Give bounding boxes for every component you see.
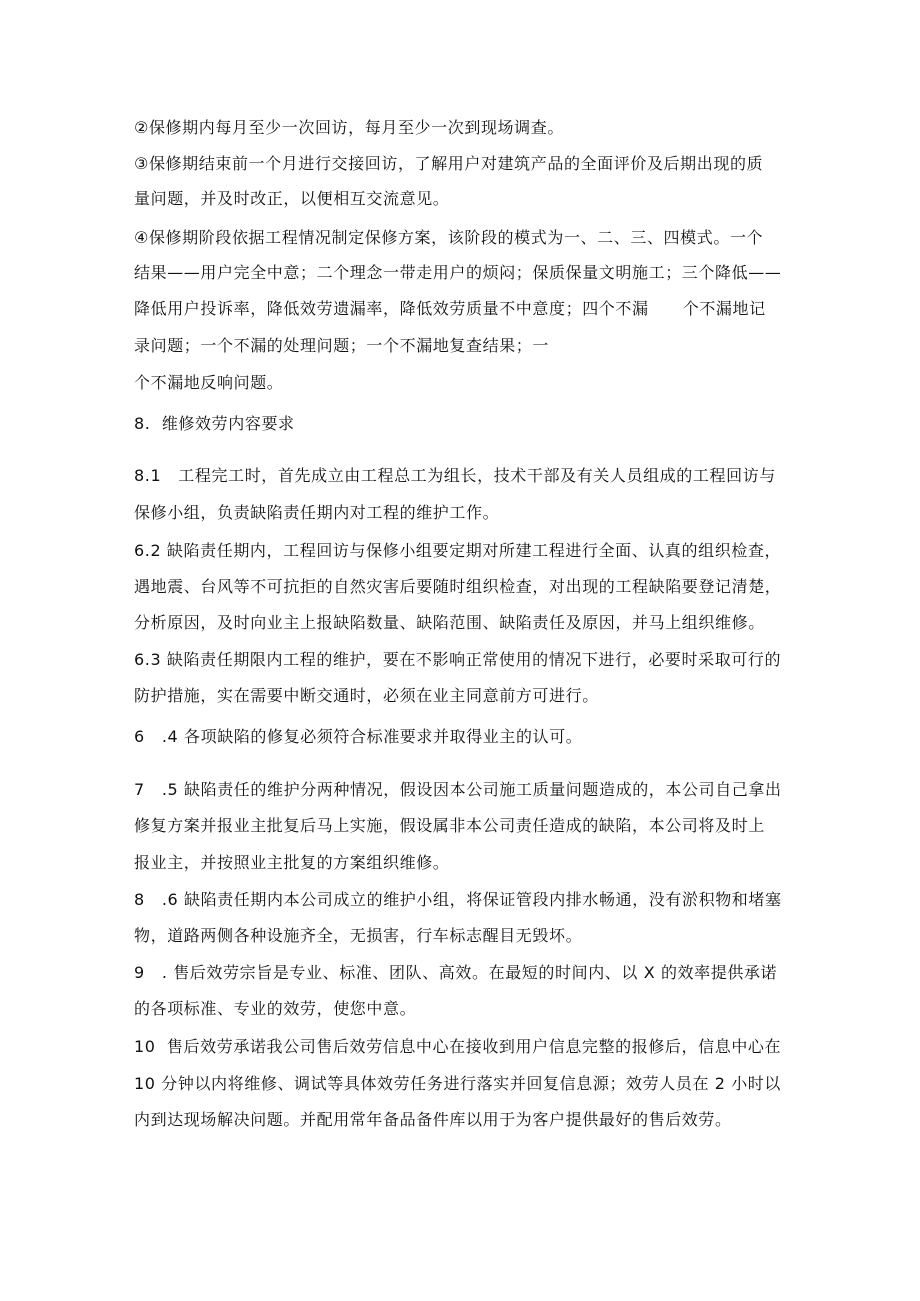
text-line: ③保修期结束前一个月进行交接回访，了解用户对建筑产品的全面评价及后期出现的质: [134, 154, 764, 173]
text-line: ④保修期阶段依据工程情况制定保修方案，该阶段的模式为一、二、三、四模式。一个: [134, 228, 764, 247]
text-line: 6 .4 各项缺陷的修复必须符合标准要求并取得业主的认可。: [134, 727, 583, 746]
text-line: 6.3 缺陷责任期限内工程的维护，要在不影响正常使用的情况下进行，必要时采取可行的: [134, 650, 782, 669]
text-line: 10 分钟以内将维修、调试等具体效劳任务进行落实并回复信息源；效劳人员在 2 小时以: [134, 1074, 781, 1093]
text-line: 报业主，并按照业主批复的方案组织维修。: [134, 853, 450, 872]
text-line: 量问题，并及时改正，以便相互交流意见。: [134, 189, 450, 208]
section-heading: 8. 维修效劳内容要求: [134, 414, 295, 433]
text-line: ②保修期内每月至少一次回访，每月至少一次到现场调查。: [134, 118, 564, 137]
text-line: 8.1 工程完工时，首先成立由工程总工为组长，技术干部及有关人员组成的工程回访与: [134, 466, 776, 485]
text-line: 修复方案并报业主批复后马上实施，假设属非本公司责任造成的缺陷，本公司将及时上: [134, 816, 765, 835]
text-line: 保修小组，负责缺陷责任期内对工程的维护工作。: [134, 503, 500, 522]
text-line: 个不漏地反响问题。: [134, 373, 284, 392]
text-line: 防护措施，实在需要中断交通时，必须在业主同意前方可进行。: [134, 686, 599, 705]
text-line: 分析原因，及时向业主上报缺陷数量、缺陷范围、缺陷责任及原因，并马上组织维修。: [134, 613, 765, 632]
text-line: 10 售后效劳承诺我公司售后效劳信息中心在接收到用户信息完整的报修后，信息中心在: [134, 1037, 782, 1056]
text-line: 遇地震、台风等不可抗拒的自然灾害后要随时组织检查，对出现的工程缺陷要登记清楚，: [134, 577, 782, 596]
text-line: 7 .5 缺陷责任的维护分两种情况，假设因本公司施工质量问题造成的，本公司自己拿出: [134, 780, 782, 799]
text-line: 9 . 售后效劳宗旨是专业、标准、团队、高效。在最短的时间内、以 X 的效率提供承诺: [134, 963, 778, 982]
text-line: 物，道路两侧各种设施齐全，无损害，行车标志醒目无毁坏。: [134, 926, 583, 945]
text-line: 内到达现场解决问题。并配用常年备品备件库以用于为客户提供最好的售后效劳。: [134, 1110, 732, 1129]
text-line: 结果——用户完全中意；二个理念一带走用户的烦闷；保质保量文明施工；三个降低——: [134, 263, 782, 282]
text-line: 8 .6 缺陷责任期内本公司成立的维护小组，将保证管段内排水畅通，没有淤积物和堵塞: [134, 890, 782, 909]
text-line: 降低用户投诉率，降低效劳遗漏率，降低效劳质量不中意度；四个不漏 个不漏地记: [134, 299, 766, 318]
text-line: 的各项标准、专业的效劳，使您中意。: [134, 999, 417, 1018]
text-line: 6.2 缺陷责任期内，工程回访与保修小组要定期对所建工程进行全面、认真的组织检查，: [134, 541, 782, 560]
text-line: 录问题；一个不漏的处理问题；一个不漏地复查结果；一: [134, 336, 550, 355]
